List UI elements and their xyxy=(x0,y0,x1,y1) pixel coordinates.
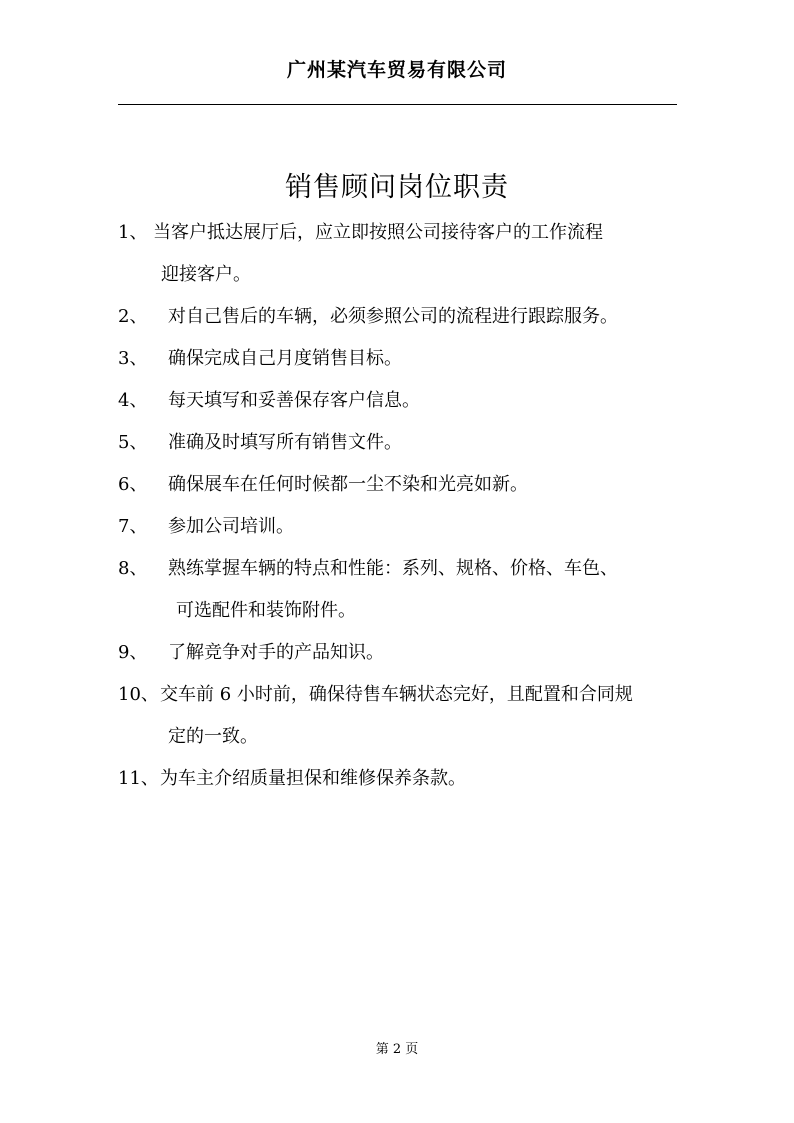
duty-text-continued: 可选配件和装饰附件。 xyxy=(176,600,356,621)
duty-item-6 xyxy=(118,464,688,506)
duty-text: 每天填写和妥善保存客户信息。 xyxy=(168,390,420,411)
duty-number: 2、 xyxy=(118,306,148,327)
duty-number: 11、 xyxy=(118,768,159,789)
duty-text: 准确及时填写所有销售文件。 xyxy=(168,432,402,453)
duty-item-7 xyxy=(118,506,688,548)
duty-number: 4、 xyxy=(118,390,148,411)
duty-number: 9、 xyxy=(118,642,148,663)
duty-item-1 xyxy=(118,212,688,296)
duty-text: 为车主介绍质量担保和维修保养条款。 xyxy=(160,768,466,789)
duty-number: 10、 xyxy=(118,684,159,705)
duty-item-5 xyxy=(118,422,688,464)
duty-text: 了解竞争对手的产品知识。 xyxy=(168,642,384,663)
duty-number: 8、 xyxy=(118,558,148,579)
page-header-company: 广州某汽车贸易有限公司 xyxy=(286,59,507,81)
duty-item-2 xyxy=(118,296,688,338)
duty-item-9 xyxy=(118,632,688,674)
duty-text: 熟练掌握车辆的特点和性能：系列、规格、价格、车色、 xyxy=(168,558,618,579)
duty-text-continued: 迎接客户。 xyxy=(161,264,251,285)
duty-item-4 xyxy=(118,380,688,422)
duty-item-11 xyxy=(118,758,688,800)
duty-text: 对自己售后的车辆，必须参照公司的流程进行跟踪服务。 xyxy=(168,306,618,327)
duty-number: 1、 xyxy=(118,222,148,243)
duty-text: 确保展车在任何时候都一尘不染和光亮如新。 xyxy=(168,474,528,495)
document-title: 销售顾问岗位职责 xyxy=(285,172,509,203)
duty-text-continued: 定的一致。 xyxy=(168,726,258,747)
duty-text: 交车前 6 小时前，确保待售车辆状态完好，且配置和合同规 xyxy=(160,684,633,705)
duty-item-8 xyxy=(118,548,688,632)
header-divider xyxy=(118,104,677,105)
page-number: 第 2 页 xyxy=(375,1042,419,1057)
duty-text: 确保完成自己月度销售目标。 xyxy=(168,348,402,369)
duty-item-3 xyxy=(118,338,688,380)
duty-number: 3、 xyxy=(118,348,148,369)
duty-text: 参加公司培训。 xyxy=(168,516,294,537)
duty-number: 5、 xyxy=(118,432,148,453)
duty-text: 当客户抵达展厅后，应立即按照公司接待客户的工作流程 xyxy=(153,222,603,243)
duty-number: 7、 xyxy=(118,516,148,537)
duty-number: 6、 xyxy=(118,474,148,495)
duty-list xyxy=(118,212,688,800)
duty-item-10 xyxy=(118,674,688,758)
